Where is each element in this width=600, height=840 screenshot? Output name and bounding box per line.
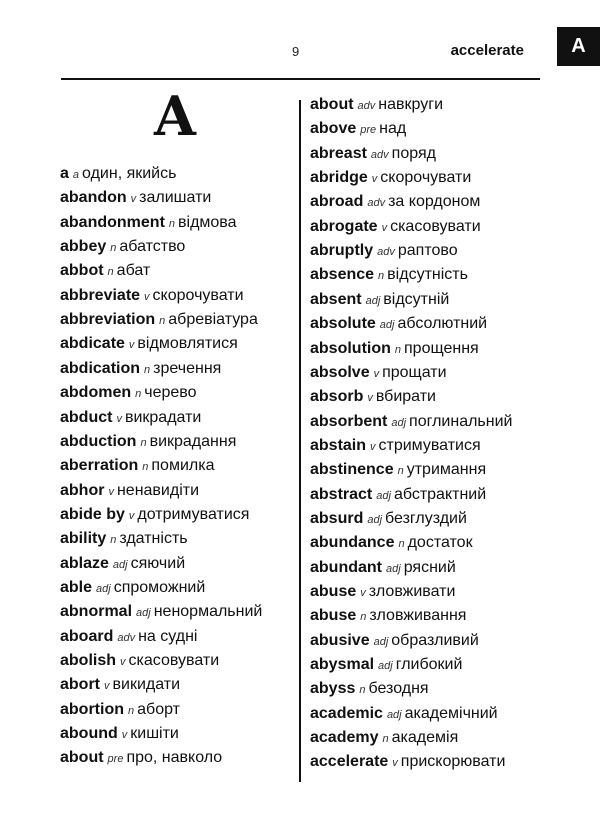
part-of-speech: adj: [367, 513, 383, 526]
dictionary-entry: [60, 578, 205, 599]
translation: абат: [116, 262, 151, 280]
dictionary-entry: [310, 655, 462, 676]
translation: сяючий: [130, 554, 186, 572]
translation: абсолютний: [397, 315, 488, 333]
dictionary-entry: [310, 704, 498, 725]
part-of-speech: v: [381, 221, 388, 234]
part-of-speech: v: [371, 173, 378, 186]
headword: ability: [60, 530, 107, 548]
headword: abyss: [310, 680, 356, 698]
headword: abusive: [310, 631, 370, 649]
headword: about: [60, 749, 104, 767]
headword: absent: [310, 290, 362, 308]
dictionary-entry: [60, 408, 201, 429]
translation: спроможний: [113, 578, 206, 596]
part-of-speech: n: [360, 611, 367, 624]
dictionary-entry: [310, 314, 487, 335]
headword: abound: [60, 725, 118, 743]
dictionary-entry: [60, 213, 237, 234]
page-number: 9: [292, 44, 300, 59]
part-of-speech: v: [370, 440, 376, 453]
part-of-speech: v: [120, 656, 126, 668]
translation: ненормальний: [153, 603, 263, 621]
dictionary-entry: [310, 290, 449, 311]
dictionary-entry: [60, 748, 222, 769]
dictionary-entry: [310, 436, 481, 457]
headword: absorb: [310, 388, 364, 406]
dictionary-entry: [60, 602, 262, 623]
translation: викидати: [112, 676, 181, 694]
part-of-speech: n: [378, 270, 385, 283]
part-of-speech: n: [397, 465, 404, 478]
headword: abstinence: [310, 461, 394, 479]
translation: вбирати: [375, 388, 436, 406]
headword: abridge: [310, 169, 368, 187]
dictionary-entry: [310, 363, 447, 384]
translation: академія: [391, 729, 459, 747]
headword: a: [60, 165, 69, 182]
part-of-speech: n: [144, 363, 151, 376]
headword: ablaze: [60, 554, 109, 572]
translation: абатство: [119, 238, 186, 256]
part-of-speech: adj: [386, 708, 402, 721]
translation: достаток: [407, 534, 473, 552]
headword: above: [310, 120, 357, 138]
translation: образливий: [391, 631, 479, 649]
part-of-speech: n: [110, 534, 117, 547]
part-of-speech: pre: [107, 753, 124, 766]
translation: навкруги: [378, 96, 444, 113]
part-of-speech: n: [382, 733, 389, 746]
part-of-speech: v: [128, 509, 135, 522]
dictionary-entry: [310, 217, 481, 238]
dictionary-entry: [60, 651, 219, 672]
dictionary-entry: [60, 237, 185, 258]
dictionary-entry: [60, 359, 221, 380]
dictionary-entry: [310, 752, 505, 773]
part-of-speech: adj: [136, 607, 151, 620]
dictionary-entry: [310, 460, 486, 481]
translation: скорочувати: [380, 169, 472, 187]
part-of-speech: n: [135, 388, 142, 401]
section-letter: A: [154, 84, 196, 148]
dictionary-entry: [60, 383, 197, 404]
part-of-speech: v: [116, 412, 122, 425]
dictionary-entry: [310, 119, 406, 140]
headword: about: [310, 96, 354, 113]
part-of-speech: adv: [117, 631, 136, 644]
part-of-speech: v: [121, 729, 128, 742]
header-rule: [61, 78, 540, 80]
headword: abandon: [60, 189, 127, 207]
translation: рясний: [403, 558, 456, 576]
translation: абревіатура: [168, 311, 258, 329]
headword: abuse: [310, 583, 357, 600]
headword: abundant: [310, 558, 382, 576]
translation: за кордоном: [388, 193, 481, 211]
translation: скорочувати: [152, 286, 244, 304]
translation: прощати: [382, 363, 447, 381]
headword: abolish: [60, 652, 117, 669]
translation: здатність: [119, 530, 188, 548]
part-of-speech: adv: [377, 246, 395, 259]
dictionary-entry: [310, 241, 458, 262]
translation: над: [379, 120, 407, 138]
dictionary-entry: [310, 558, 456, 579]
headword: aberration: [60, 457, 139, 475]
translation: один, якийсь: [82, 165, 177, 182]
translation: кишіти: [130, 725, 179, 743]
headword: abdication: [60, 359, 141, 377]
translation: дотримуватися: [137, 505, 250, 523]
translation: на судні: [138, 627, 198, 645]
dictionary-entry: [60, 188, 211, 209]
translation: глибокий: [395, 656, 463, 674]
translation: абстрактний: [393, 485, 487, 503]
part-of-speech: n: [128, 704, 135, 717]
headword: absorbent: [310, 412, 388, 430]
dictionary-entry: [60, 554, 185, 575]
translation: раптово: [397, 242, 458, 260]
translation: помилка: [151, 457, 215, 475]
part-of-speech: n: [394, 343, 402, 356]
headword: abbreviate: [60, 286, 141, 304]
part-of-speech: adj: [386, 562, 401, 575]
translation: академічний: [404, 704, 498, 722]
dictionary-entry: [310, 606, 466, 627]
headword: abhor: [60, 481, 105, 499]
dictionary-entry: [310, 265, 468, 286]
dictionary-entry: [310, 728, 458, 749]
part-of-speech: v: [144, 290, 150, 303]
headword: abortion: [60, 700, 124, 718]
dictionary-entry: [310, 631, 479, 652]
headword: aboard: [60, 627, 114, 645]
part-of-speech: n: [398, 538, 405, 551]
translation: залишати: [139, 189, 212, 207]
headword: abysmal: [310, 656, 375, 674]
part-of-speech: v: [104, 680, 110, 693]
translation: викрадання: [149, 432, 237, 450]
headword: abbot: [60, 262, 104, 280]
part-of-speech: adj: [378, 660, 393, 673]
headword: absence: [310, 266, 375, 284]
headword: abdicate: [60, 335, 125, 353]
part-of-speech: pre: [360, 124, 377, 137]
part-of-speech: v: [130, 193, 137, 206]
part-of-speech: a: [72, 169, 80, 181]
headword: abort: [60, 676, 100, 694]
part-of-speech: adj: [391, 416, 407, 429]
part-of-speech: n: [159, 315, 166, 328]
headword: accelerate: [310, 753, 389, 771]
translation: зловживати: [368, 583, 456, 600]
dictionary-entry: [60, 529, 188, 550]
translation: зречення: [153, 359, 222, 377]
part-of-speech: n: [359, 684, 366, 697]
dictionary-entry: [310, 533, 473, 554]
headword: absolute: [310, 315, 376, 333]
headword: absurd: [310, 509, 364, 527]
translation: викрадати: [124, 408, 202, 426]
translation: відсутній: [383, 290, 450, 308]
part-of-speech: v: [367, 392, 373, 405]
dictionary-entry: [60, 724, 179, 745]
headword: abbreviation: [60, 311, 156, 329]
dictionary-entry: [60, 505, 249, 526]
part-of-speech: adj: [96, 582, 111, 595]
part-of-speech: adj: [379, 319, 395, 332]
dictionary-entry: [60, 456, 214, 477]
dictionary-entry: [60, 627, 197, 648]
part-of-speech: adv: [370, 148, 389, 161]
dictionary-entry: [60, 310, 258, 331]
dictionary-entry: [310, 485, 486, 506]
part-of-speech: adj: [376, 489, 391, 502]
dictionary-entry: [60, 700, 180, 721]
dictionary-entry: [310, 95, 443, 116]
dictionary-entry: [310, 168, 471, 189]
dictionary-entry: [60, 432, 236, 453]
headword: abrogate: [310, 217, 378, 235]
headword: abandonment: [60, 213, 165, 231]
translation: про, навколо: [126, 749, 223, 767]
dictionary-entry: [310, 192, 480, 213]
headword: academic: [310, 704, 383, 722]
headword: abstract: [310, 485, 373, 503]
part-of-speech: n: [142, 461, 149, 474]
translation: відмовлятися: [137, 335, 238, 353]
translation: зловживання: [369, 607, 467, 625]
headword: abnormal: [60, 603, 133, 621]
headword: abruptly: [310, 242, 374, 260]
headword: abdomen: [60, 384, 132, 402]
dictionary-entry: [60, 164, 176, 185]
part-of-speech: n: [107, 266, 114, 279]
translation: ненавидіти: [116, 481, 200, 499]
dictionary-entry: [60, 286, 244, 307]
translation: аборт: [137, 700, 180, 718]
dictionary-entry: [310, 144, 436, 165]
dictionary-entry: [310, 582, 455, 603]
part-of-speech: adj: [373, 635, 389, 648]
dictionary-entry: [310, 412, 512, 433]
column-divider: [299, 100, 301, 782]
letter-tab: A: [557, 27, 600, 66]
part-of-speech: n: [168, 217, 176, 230]
headword: abduct: [60, 408, 113, 426]
part-of-speech: adj: [112, 558, 128, 571]
part-of-speech: v: [128, 339, 135, 352]
headword: abreast: [310, 144, 367, 162]
headword: academy: [310, 729, 379, 747]
translation: безглуздий: [385, 509, 467, 527]
part-of-speech: v: [373, 367, 380, 380]
part-of-speech: v: [392, 757, 398, 770]
headword: abstain: [310, 436, 367, 454]
part-of-speech: n: [140, 436, 147, 449]
headword: abroad: [310, 193, 364, 211]
translation: утримання: [406, 461, 487, 479]
translation: відсутність: [387, 266, 468, 284]
headword: abuse: [310, 607, 357, 625]
dictionary-entry: [60, 481, 199, 502]
dictionary-entry: [310, 509, 467, 530]
dictionary-entry: [60, 334, 238, 355]
headword: abundance: [310, 534, 395, 552]
part-of-speech: adv: [367, 197, 386, 210]
part-of-speech: adv: [357, 100, 376, 112]
dictionary-entry: [60, 675, 180, 696]
headword: able: [60, 578, 93, 596]
part-of-speech: n: [110, 242, 117, 255]
translation: прискорювати: [400, 753, 506, 771]
part-of-speech: adj: [365, 294, 381, 307]
dictionary-entry: [310, 679, 429, 700]
dictionary-entry: [310, 339, 479, 360]
translation: скасовувати: [128, 652, 220, 669]
headword: abduction: [60, 432, 137, 450]
translation: поглинальний: [409, 412, 513, 430]
headword: absolution: [310, 339, 391, 357]
translation: прощення: [404, 339, 479, 357]
translation: стримуватися: [378, 436, 481, 454]
translation: поряд: [391, 144, 436, 162]
translation: безодня: [368, 680, 429, 698]
dictionary-entry: [60, 261, 150, 282]
headword: abbey: [60, 238, 107, 256]
translation: скасовувати: [390, 217, 481, 235]
headword: absolve: [310, 363, 370, 381]
translation: відмова: [178, 213, 237, 231]
part-of-speech: v: [360, 587, 366, 599]
headword: abide by: [60, 505, 125, 523]
guide-word: accelerate: [450, 42, 524, 59]
translation: черево: [144, 384, 197, 402]
dictionary-entry: [310, 387, 436, 408]
part-of-speech: v: [108, 485, 114, 498]
